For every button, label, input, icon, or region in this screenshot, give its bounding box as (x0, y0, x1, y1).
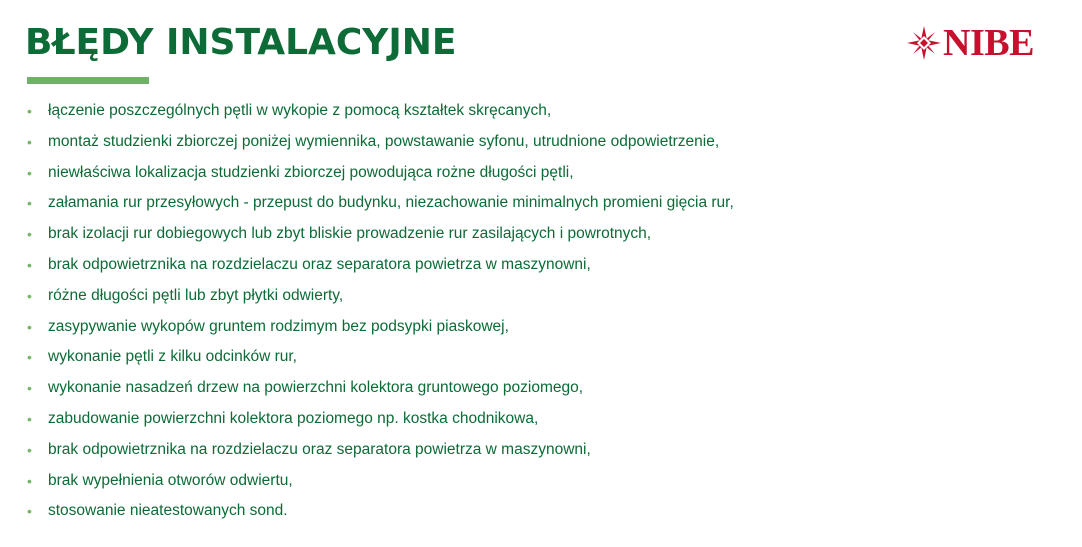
list-item-text: brak odpowietrznika na rozdzielaczu oraz separatora powietrza w maszynowni, (48, 440, 591, 458)
list-item (26, 404, 734, 435)
list-item (26, 466, 734, 497)
list-item (26, 188, 734, 219)
bullet-icon: • (27, 195, 32, 212)
list-item-text: załamania rur przesyłowych - przepust do budynku, niezachowanie minimalnych promieni gięcia rur, (48, 194, 734, 212)
bullet-icon: • (27, 164, 32, 181)
list-item (26, 342, 734, 373)
list-item (26, 373, 734, 404)
slide-title: BŁĘDY INSTALACYJNE (25, 22, 457, 63)
list-item-text: łączenie poszczególnych pętli w wykopie z pomocą kształtek skręcanych, (48, 102, 552, 119)
bullet-icon: • (27, 441, 32, 458)
bullet-icon: • (27, 503, 32, 520)
logo-text: NIBE (943, 22, 1034, 64)
list-item-text: zabudowanie powierzchni kolektora poziomego np. kostka chodnikowa, (48, 409, 539, 427)
bullet-icon: • (27, 410, 32, 427)
bullet-icon: • (27, 256, 32, 273)
bullet-icon: • (27, 472, 32, 489)
list-item-text: niewłaściwa lokalizacja studzienki zbiorczej powodująca rożne długości pętli, (48, 163, 574, 181)
list-item (26, 496, 734, 527)
list-item (26, 158, 734, 189)
list-item-text: stosowanie nieatestowanych sond. (48, 502, 288, 520)
list-item (26, 281, 734, 312)
nibe-logo (906, 24, 1034, 62)
list-item-text: montaż studzienki zbiorczej poniżej wymiennika, powstawanie syfonu, utrudnione odpowietrzenie, (48, 132, 720, 150)
list-item (26, 250, 734, 281)
list-item-text: brak wypełnienia otworów odwiertu, (48, 471, 293, 489)
list-item-text: różne długości pętli lub zbyt płytki odwierty, (48, 286, 344, 304)
bullet-icon: • (27, 287, 32, 304)
list-item (26, 435, 734, 466)
list-item-text: brak izolacji rur dobiegowych lub zbyt bliskie prowadzenie rur zasilających i powrotnych, (48, 225, 652, 243)
list-item (26, 127, 734, 158)
bullet-icon: • (27, 318, 32, 335)
list-item-text: wykonanie nasadzeń drzew na powierzchni kolektora gruntowego poziomego, (48, 379, 584, 397)
bullet-icon: • (27, 226, 32, 243)
title-underline (27, 77, 149, 84)
list-item (26, 312, 734, 343)
bullet-icon: • (27, 133, 32, 150)
list-item (26, 96, 734, 127)
nibe-diamond-star-icon (906, 25, 942, 61)
list-item-text: wykonanie pętli z kilku odcinków rur, (48, 348, 297, 366)
bullet-icon: • (27, 103, 32, 119)
bullet-icon: • (27, 380, 32, 397)
list-item-text: zasypywanie wykopów gruntem rodzimym bez podsypki piaskowej, (48, 317, 509, 335)
list-item (26, 219, 734, 250)
bullet-icon: • (27, 349, 32, 366)
list-item-text: brak odpowietrznika na rozdzielaczu oraz separatora powietrza w maszynowni, (48, 255, 591, 273)
error-list (26, 96, 734, 527)
